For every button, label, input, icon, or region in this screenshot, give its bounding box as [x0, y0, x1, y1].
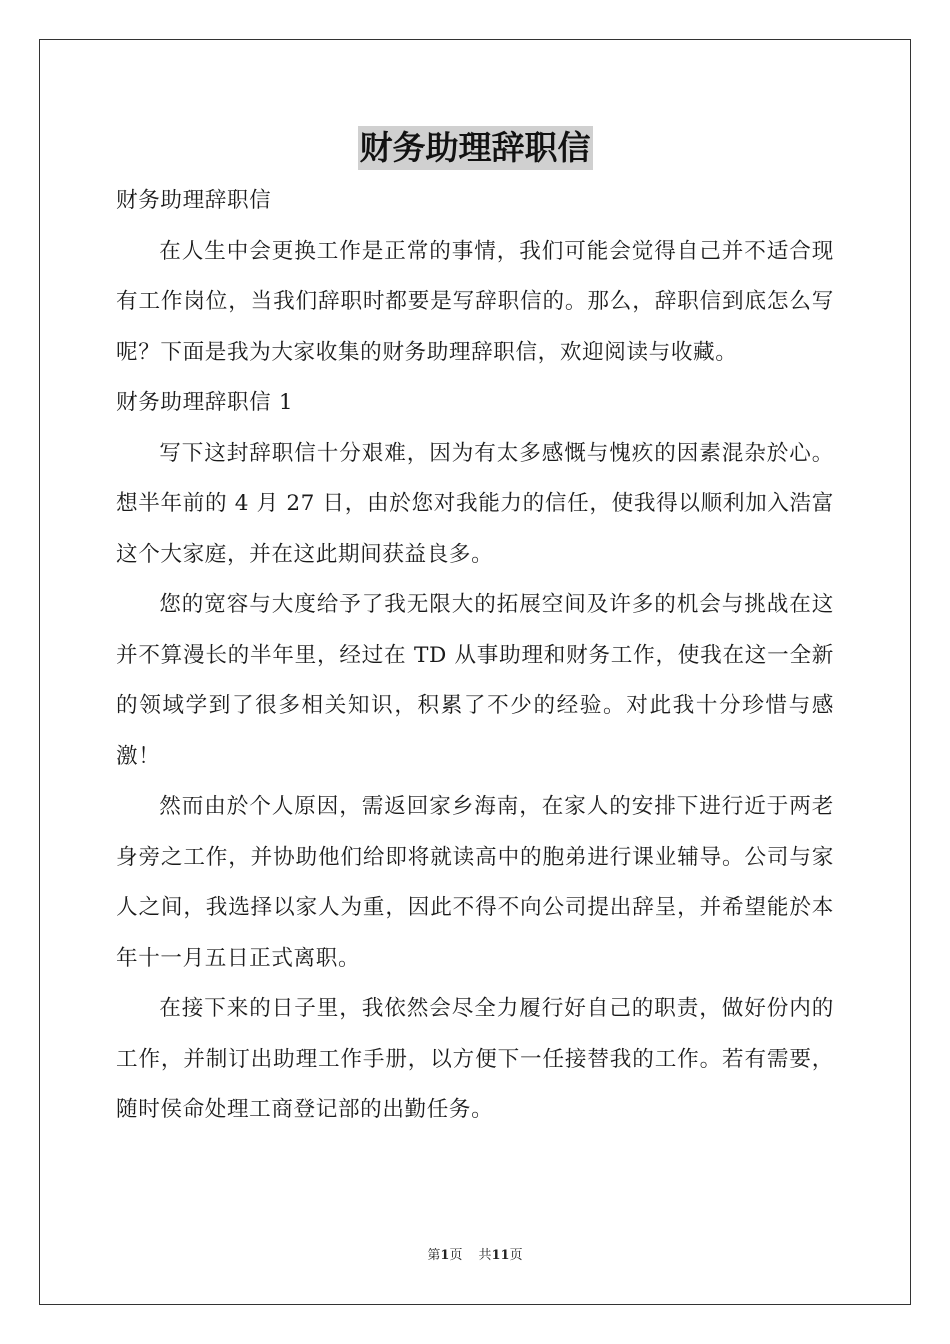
- page-footer: [0, 1244, 950, 1263]
- paragraph: 在人生中会更换工作是正常的事情，我们可能会觉得自己并不适合现有工作岗位，当我们辞职时都要是写辞职信的。那么，辞职信到底怎么写呢？下面是我为大家收集的财务助理辞职信，欢迎阅读与收藏。: [116, 238, 834, 365]
- total-pages-number: 11: [491, 1248, 510, 1263]
- paragraph: 您的宽容与大度给予了我无限大的拓展空间及许多的机会与挑战在这并不算漫长的半年里，经过在 TD 从事助理和财务工作，使我在这一全新的领域学到了很多相关知识，积累了不少的经验。对此我十分珍惜与感激！: [116, 592, 834, 769]
- section-heading: 财务助理辞职信 1: [116, 390, 294, 415]
- paragraph: 财务助理辞职信: [116, 188, 272, 213]
- page-label-prefix: 第: [427, 1248, 441, 1263]
- document-title: 财务助理辞职信: [358, 126, 593, 170]
- document-body: [116, 176, 834, 1136]
- title-container: [0, 126, 950, 170]
- paragraph: 然而由於个人原因，需返回家乡海南，在家人的安排下进行近于两老身旁之工作，并协助他们给即将就读高中的胞弟进行课业辅导。公司与家人之间，我选择以家人为重，因此不得不向公司提出辞呈，并希望能於本年十一月五日正式离职。: [116, 794, 834, 971]
- current-page-number: 1: [440, 1248, 450, 1263]
- page-label-suffix: 页: [449, 1248, 463, 1263]
- paragraph: 在接下来的日子里，我依然会尽全力履行好自己的职责，做好份内的工作，并制订出助理工作手册，以方便下一任接替我的工作。若有需要，随时侯命处理工商登记部的出勤任务。: [116, 996, 834, 1122]
- total-label-suffix: 页: [509, 1248, 523, 1263]
- paragraph: 写下这封辞职信十分艰难，因为有太多感慨与愧疚的因素混杂於心。想半年前的 4 月 27 日，由於您对我能力的信任，使我得以顺利加入浩富这个大家庭，并在这此期间获益良多。: [116, 440, 834, 567]
- total-label-prefix: 共: [478, 1248, 492, 1263]
